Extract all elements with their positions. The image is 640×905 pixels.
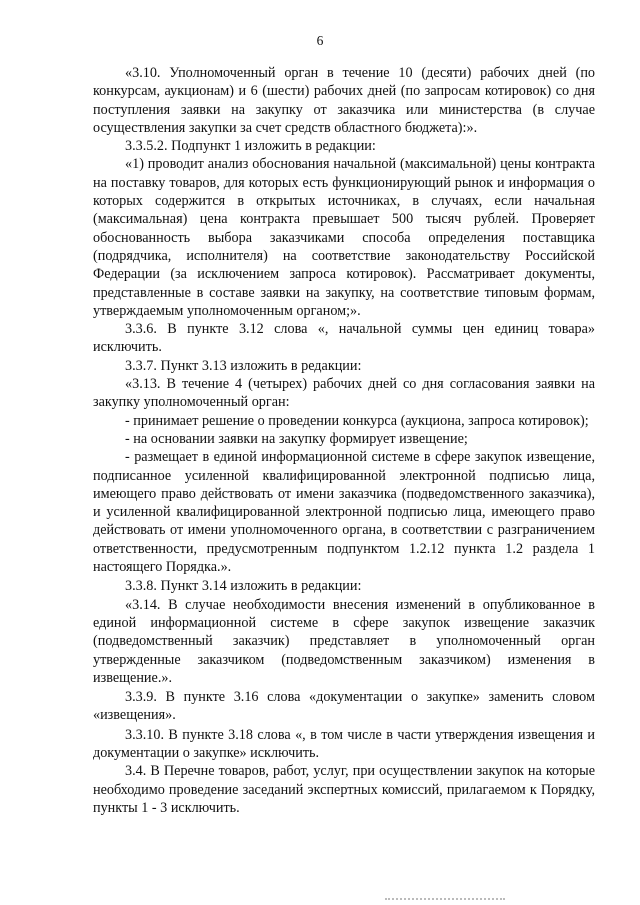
bullet-decision: - принимает решение о проведении конкурса (аукциона, запроса котировок); <box>125 412 589 429</box>
paragraph-3-3-5-2: 3.3.5.2. Подпункт 1 изложить в редакции: <box>125 138 376 155</box>
paragraph-subitem-1-text: «1) проводит анализ обоснования начальной (максимальной) цены контракта на поставку товаров, для которых есть функционирующий рынок и информация о которых содержится в открытых источниках, в случаях, если начальная (максимальная) цена контракта превышает 500 тысяч рублей. Проверяет обоснованность выбора заказчиками способа определения поставщика (подрядчика, исполнителя) на соответствие законодательству Российской Федерации (за исключением запроса котировок). Рассматривает документы, представленные в составе заявки на закупку, на соответствие типовым формам, утверждаемым уполномоченным органом;». <box>93 156 595 319</box>
footer-mark <box>385 898 505 903</box>
bullet-publish: - размещает в единой информационной системе в сфере закупок извещение, подписанное усиленной квалифицированной электронной подписью лица, имеющего право действовать от имени заказчика (подведомственного заказчика), и усиленной квалифицированной электронной подписью лица, имеющего право действовать от имени уполномоченного органа, в соответствии с разграничением ответственности, предусмотренным подпунктом 1.2.12 пункта 1.2 раздела 1 настоящего Порядка.». <box>93 449 595 576</box>
paragraph-3-4: 3.4. В Перечне товаров, работ, услуг, при осуществлении закупок на которые необходимо проведение заседаний экспертных комиссий, прилагаемом к Порядку, пункты 1 - 3 исключить. <box>93 763 595 816</box>
paragraph-3-3-7: 3.3.7. Пункт 3.13 изложить в редакции: <box>125 357 362 374</box>
paragraph-3-3-10: 3.3.10. В пункте 3.18 слова «, в том числе в части утверждения извещения и документации о закупке» исключить. <box>93 726 595 761</box>
paragraph-3-13-text: «3.13. В течение 4 (четырех) рабочих дней со дня согласования заявки на закупку уполномоченный орган: <box>93 376 595 411</box>
paragraph-3-14-text: «3.14. В случае необходимости внесения изменений в опубликованное в единой информационной системе в сфере закупок извещение заказчик (подведомственный заказчик) представляет в уполномоченный орган утвержденные заказчиком (подведомственным заказчиком) изменения в извещение.». <box>93 596 595 686</box>
document-body <box>93 64 595 817</box>
paragraph-3-3-8: 3.3.8. Пункт 3.14 изложить в редакции: <box>125 578 362 595</box>
page-number: 6 <box>316 33 324 48</box>
paragraph-3-10-text: «3.10. Уполномоченный орган в течение 10 (десяти) рабочих дней (по конкурсам, аукционам) и 6 (шести) рабочих дней (по запросам котировок) со дня поступления заявки на закупку от заказчика или министерства (в случае осуществления закупки за счет средств областного бюджета):». <box>93 65 595 136</box>
paragraph-3-3-9: 3.3.9. В пункте 3.16 слова «документации о закупке» заменить словом «извещения». <box>93 689 595 724</box>
bullet-notice: - на основании заявки на закупку формирует извещение; <box>125 430 468 447</box>
paragraph-3-3-6: 3.3.6. В пункте 3.12 слова «, начальной суммы цен единиц товара» исключить. <box>93 321 595 356</box>
